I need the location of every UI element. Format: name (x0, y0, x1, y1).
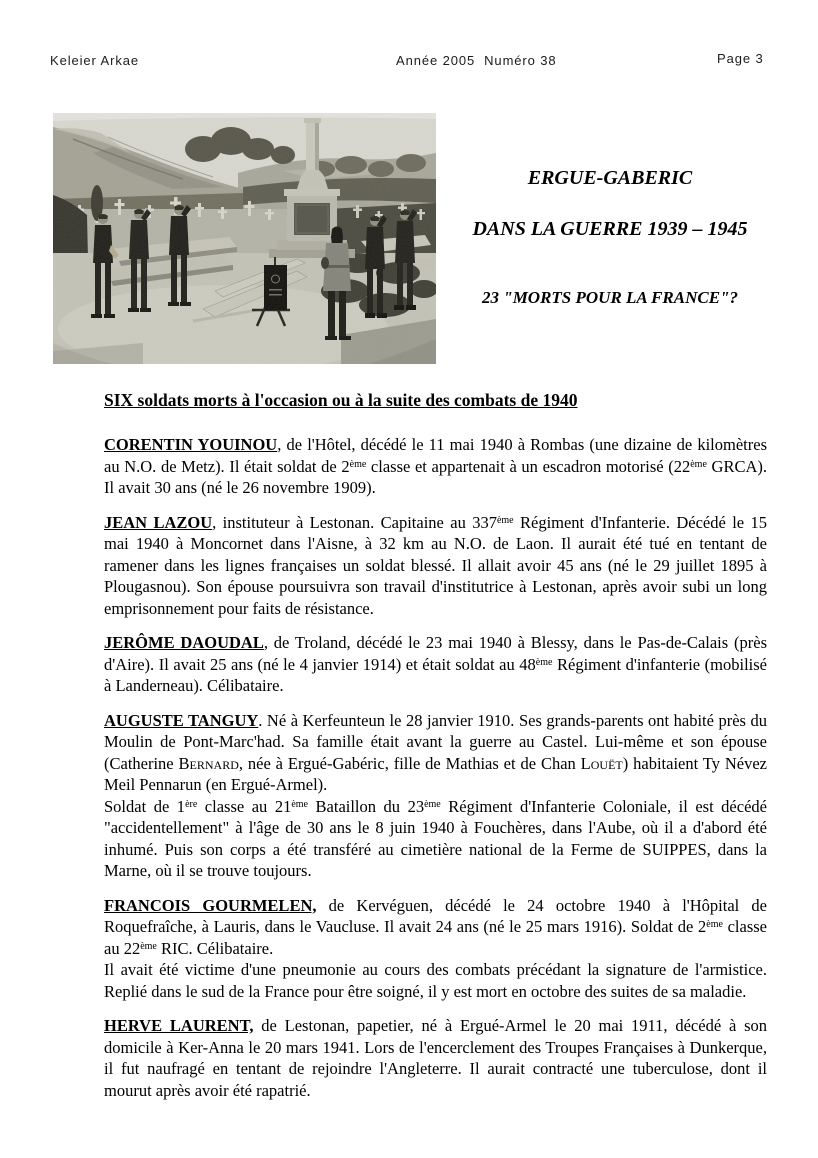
page-number: Page 3 (717, 51, 764, 66)
section-heading: SIX soldats morts à l'occasion ou à la suite des combats de 1940 (104, 390, 578, 410)
ordinal-superscript: ème (496, 514, 514, 526)
soldier-entry: FRANCOIS GOURMELEN, de Kervéguen, décédé le 24 octobre 1940 à l'Hôpital de Roquefraîche, à Lauris, dans le Vaucluse. Il avait 24 ans (né le 25 mars 1916). Soldat de 2ème classe au 22ème RIC. Célibataire. Il avait été victime d'une pneumonie au cours des combats précédant la signature de l'armistice. Replié dans le sud de la France pour être soigné, il y est mort en octobre des suites de sa maladie. (104, 895, 768, 1001)
ordinal-superscript: ème (140, 940, 157, 952)
article-title-block (443, 155, 777, 308)
soldier-name: JERÔME DAOUDAL (104, 633, 264, 652)
article-title-line-1: ERGUE-GABERIC (527, 167, 693, 189)
smallcaps-surname: Bernard (178, 753, 239, 773)
soldier-name: FRANCOIS GOURMELEN, (104, 895, 317, 915)
ordinal-superscript: ème (291, 798, 308, 810)
ordinal-superscript: ème (706, 919, 723, 930)
soldier-name: HERVE LAURENT, (104, 1016, 254, 1035)
soldier-entry: JERÔME DAOUDAL, de Troland, décédé le 23 mai 1940 à Blessy, dans le Pas-de-Calais (près d'Aire). Il avait 25 ans (né le 4 janvier 1914) et était soldat au 48ème Régiment d'infanterie (mobilisé à Landerneau). Célibataire. (104, 633, 767, 695)
ordinal-superscript: ère (185, 798, 198, 810)
ordinal-superscript: ème (349, 458, 367, 470)
soldier-entry: AUGUSTE TANGUY. Né à Kerfeunteun le 28 janvier 1910. Ses grands-parents ont habité près du Moulin de Pont-Marc'had. Sa famille était avant la guerre au Castel. Lui-même et son épouse (Catherine Bernard, née à Ergué-Gabéric, fille de Mathias et de Chan Louët) habitaient Ty Névez Meil Pennarun (en Ergué-Armel). Soldat de 1ère classe au 21ème Bataillon du 23ème Régiment d'Infanterie Coloniale, il est décédé "accidentellement" à l'âge de 30 ans le 8 juin 1940 à Fouchères, dans l'Aube, où il a d'abord été inhumé. Puis son corps a été transféré au cimetière national de la Ferme de SUIPPES, dans la Marne, où il se trouve toujours. (104, 710, 768, 880)
article-title-line-2: DANS LA GUERRE 1939 – 1945 (472, 218, 748, 240)
ordinal-superscript: ème (424, 798, 441, 810)
soldiers-list (104, 434, 767, 1114)
issue-info: Année 2005 Numéro 38 (396, 53, 557, 68)
cemetery-photo-svg (53, 113, 436, 364)
smallcaps-surname: Louët (580, 753, 623, 773)
article-title-line-3: 23 "MORTS POUR LA FRANCE"? (482, 288, 738, 307)
memorial-photo (53, 113, 436, 364)
ordinal-superscript: ème (690, 458, 707, 470)
soldier-name: CORENTIN YOUINOU (104, 435, 278, 454)
soldier-entry: CORENTIN YOUINOU, de l'Hôtel, décédé le 11 mai 1940 à Rombas (une dizaine de kilomètres au N.O. de Metz). Il était soldat de 2ème classe et appartenait à un escadron motorisé (22ème GRCA). Il avait 30 ans (né le 26 novembre 1909). (104, 435, 767, 497)
soldier-entry: HERVE LAURENT, de Lestonan, papetier, né à Ergué-Armel le 20 mai 1911, décédé à son domicile à Ker-Anna le 20 mars 1941. Lors de l'encerclement des Troupes Françaises à Dunkerque, il fut naufragé en tentant de rejoindre l'Angleterre. Il aurait contracté une tuberculose, dont il mourut après avoir été rapatrié. (104, 1016, 767, 1100)
soldier-entry: JEAN LAZOU, instituteur à Lestonan. Capitaine au 337ème Régiment d'Infanterie. Décédé le 15 mai 1940 à Moncornet dans l'Aisne, à 32 km au N.O. de Laon. Il aurait été tué en tentant de ramener dans les lignes françaises un soldat blessé. Il allait avoir 45 ans (né le 29 juillet 1895 à Plougasnou). Son épouse poursuivra son travail d'institutrice à Lestonan, après avoir subi un long emprisonnement pour faits de résistance. (104, 512, 767, 618)
newsletter-name: Keleier Arkae (50, 53, 140, 68)
soldier-name: JEAN LAZOU (104, 512, 213, 532)
soldier-name: AUGUSTE TANGUY (104, 710, 259, 730)
ordinal-superscript: ème (535, 656, 553, 668)
